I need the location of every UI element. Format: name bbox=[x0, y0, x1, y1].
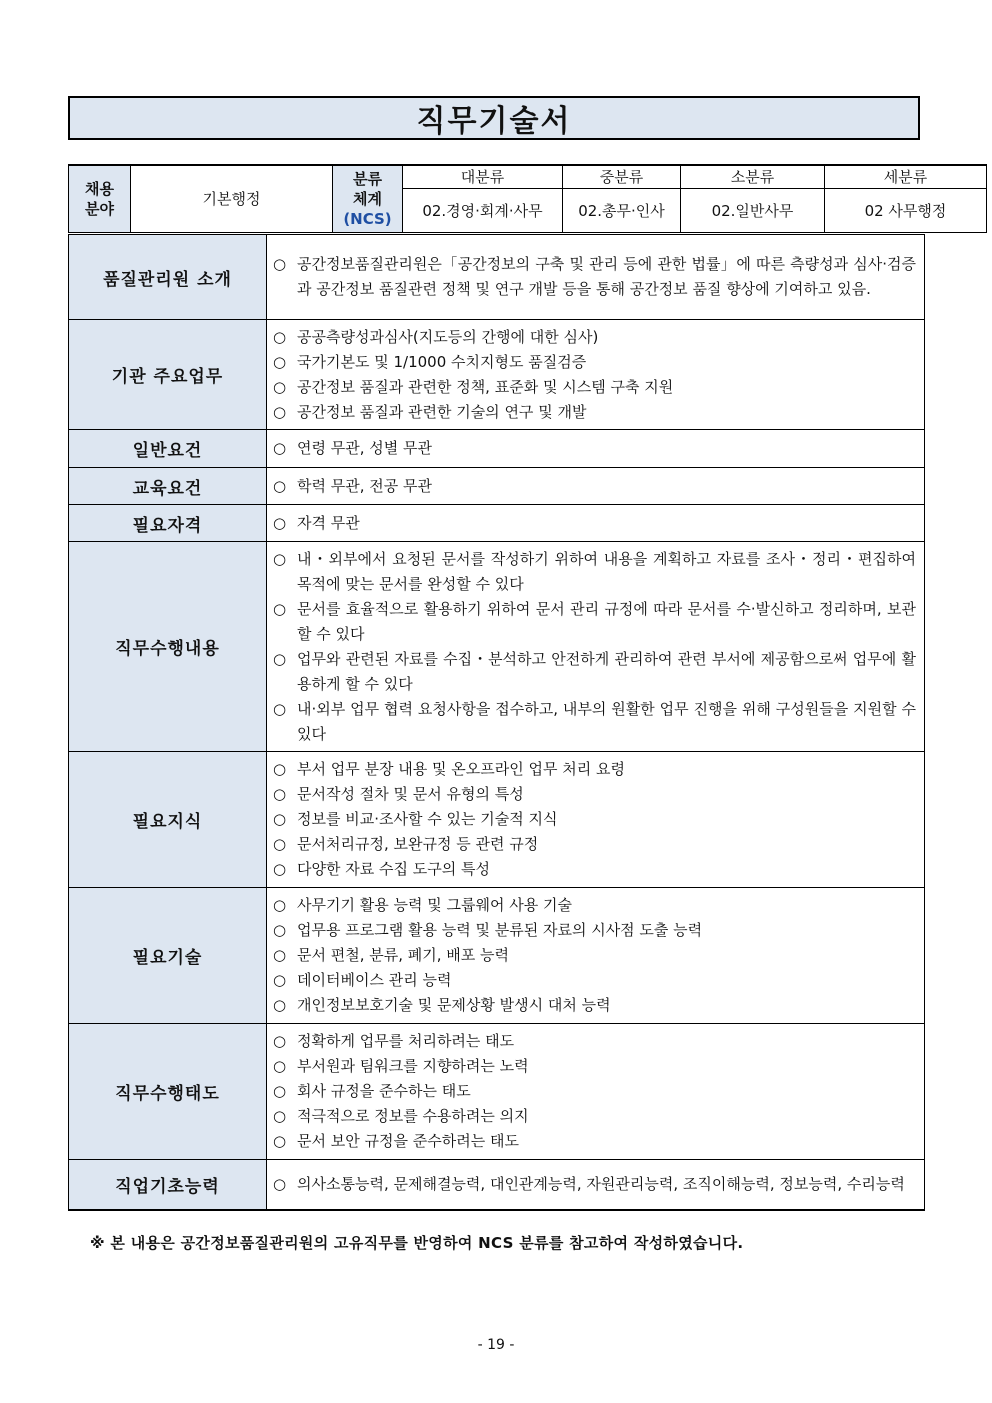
table-row bbox=[69, 320, 925, 430]
field-label-line-2: 분야 bbox=[85, 199, 114, 218]
classification-label-cell bbox=[333, 165, 403, 232]
row-label: 교육요건 bbox=[69, 468, 267, 505]
list-item-text: 내·외부 업무 협력 요청사항을 접수하고, 내부의 원활한 업무 진행을 위해 구성원들을 지원할 수 있다 bbox=[297, 699, 916, 743]
circle-bullet-icon: ○ bbox=[273, 810, 287, 828]
row-content bbox=[267, 888, 925, 1024]
list-item bbox=[273, 1129, 916, 1154]
row-content bbox=[267, 752, 925, 888]
row-content bbox=[267, 234, 925, 320]
row-label: 품질관리원 소개 bbox=[69, 234, 267, 320]
column-header-minor: 소분류 bbox=[681, 165, 825, 188]
list-item-text: 문서 편철, 분류, 폐기, 배포 능력 bbox=[297, 946, 510, 964]
circle-bullet-icon: ○ bbox=[273, 649, 287, 668]
list-item-text: 문서작성 절차 및 문서 유형의 특성 bbox=[297, 785, 524, 803]
table-row bbox=[69, 430, 925, 468]
document-title: 직무기술서 bbox=[68, 96, 920, 140]
classification-table bbox=[68, 164, 987, 233]
circle-bullet-icon: ○ bbox=[273, 896, 287, 914]
list-item bbox=[273, 647, 916, 697]
circle-bullet-icon: ○ bbox=[273, 476, 287, 495]
list-item bbox=[273, 350, 916, 375]
list-item-text: 공공측량성과심사(지도등의 간행에 대한 심사) bbox=[297, 327, 599, 346]
circle-bullet-icon: ○ bbox=[273, 1057, 287, 1075]
list-item-text: 내・외부에서 요청된 문서를 작성하기 위하여 내용을 계획하고 자료를 조사・정리・편집하여 목적에 맞는 문서를 완성할 수 있다 bbox=[297, 549, 916, 593]
circle-bullet-icon: ○ bbox=[273, 1082, 287, 1100]
list-item-text: 다양한 자료 수집 도구의 특성 bbox=[297, 860, 490, 878]
circle-bullet-icon: ○ bbox=[273, 599, 287, 618]
list-item bbox=[273, 968, 916, 993]
list-item-text: 공간정보품질관리원은「공간정보의 구축 및 관리 등에 관한 법률」에 따른 측량성과 심사·검증과 공간정보 품질관련 정책 및 연구 개발 등을 통해 공간정보 품질 향상에 기여하고 있음. bbox=[297, 255, 916, 298]
circle-bullet-icon: ○ bbox=[273, 352, 287, 371]
row-content bbox=[267, 320, 925, 430]
list-item bbox=[273, 1172, 916, 1197]
ncs-label: (NCS) bbox=[343, 209, 392, 228]
row-label: 직무수행내용 bbox=[69, 542, 267, 752]
list-item bbox=[273, 918, 916, 943]
classification-label-line-2: 체계 bbox=[353, 189, 382, 208]
row-content bbox=[267, 1024, 925, 1160]
list-item bbox=[273, 325, 916, 350]
list-item-text: 적극적으로 정보를 수용하려는 의지 bbox=[297, 1107, 529, 1125]
list-item-text: 문서처리규정, 보완규정 등 관련 규정 bbox=[297, 835, 539, 853]
circle-bullet-icon: ○ bbox=[273, 971, 287, 989]
circle-bullet-icon: ○ bbox=[273, 439, 287, 457]
table-row bbox=[69, 505, 925, 542]
row-content bbox=[267, 505, 925, 542]
classification-label-line-1: 분류 bbox=[353, 169, 382, 188]
list-item bbox=[273, 993, 916, 1018]
list-item-text: 공간정보 품질과 관련한 정책, 표준화 및 시스템 구축 지원 bbox=[297, 377, 674, 396]
list-item-text: 데이터베이스 관리 능력 bbox=[297, 971, 452, 989]
list-item-text: 정확하게 업무를 처리하려는 태도 bbox=[297, 1032, 515, 1050]
table-row bbox=[69, 542, 925, 752]
circle-bullet-icon: ○ bbox=[273, 1174, 287, 1193]
row-label: 필요자격 bbox=[69, 505, 267, 542]
row-label: 필요지식 bbox=[69, 752, 267, 888]
circle-bullet-icon: ○ bbox=[273, 860, 287, 878]
list-item bbox=[273, 400, 916, 425]
list-item-text: 회사 규정을 준수하는 태도 bbox=[297, 1082, 471, 1100]
circle-bullet-icon: ○ bbox=[273, 785, 287, 803]
list-item bbox=[273, 1104, 916, 1129]
circle-bullet-icon: ○ bbox=[273, 549, 287, 568]
list-item bbox=[273, 511, 916, 536]
field-value: 기본행정 bbox=[131, 165, 333, 232]
list-item bbox=[273, 782, 916, 807]
list-item-text: 학력 무관, 전공 무관 bbox=[297, 476, 432, 495]
list-item bbox=[273, 252, 916, 302]
value-major: 02.경영·회계·사무 bbox=[403, 188, 563, 232]
column-header-detail: 세분류 bbox=[825, 165, 987, 188]
circle-bullet-icon: ○ bbox=[273, 255, 287, 273]
list-item bbox=[273, 943, 916, 968]
row-label: 직업기초능력 bbox=[69, 1160, 267, 1210]
circle-bullet-icon: ○ bbox=[273, 377, 287, 396]
list-item bbox=[273, 1029, 916, 1054]
row-label: 일반요건 bbox=[69, 430, 267, 468]
circle-bullet-icon: ○ bbox=[273, 1107, 287, 1125]
circle-bullet-icon: ○ bbox=[273, 946, 287, 964]
table-row bbox=[69, 752, 925, 888]
list-item-text: 연령 무관, 성별 무관 bbox=[297, 439, 432, 457]
list-item bbox=[273, 375, 916, 400]
row-label: 직무수행태도 bbox=[69, 1024, 267, 1160]
circle-bullet-icon: ○ bbox=[273, 402, 287, 421]
field-label-line-1: 채용 bbox=[85, 179, 114, 198]
column-header-middle: 중분류 bbox=[563, 165, 681, 188]
list-item-text: 공간정보 품질과 관련한 기술의 연구 및 개발 bbox=[297, 402, 587, 421]
row-label: 필요기술 bbox=[69, 888, 267, 1024]
circle-bullet-icon: ○ bbox=[273, 921, 287, 939]
value-middle: 02.총무·인사 bbox=[563, 188, 681, 232]
value-minor: 02.일반사무 bbox=[681, 188, 825, 232]
circle-bullet-icon: ○ bbox=[273, 835, 287, 853]
circle-bullet-icon: ○ bbox=[273, 760, 287, 778]
list-item-text: 의사소통능력, 문제해결능력, 대인관계능력, 자원관리능력, 조직이해능력, 정보능력, 수리능력 bbox=[297, 1174, 905, 1193]
list-item bbox=[273, 1079, 916, 1104]
row-content bbox=[267, 468, 925, 505]
circle-bullet-icon: ○ bbox=[273, 996, 287, 1014]
list-item bbox=[273, 832, 916, 857]
row-content bbox=[267, 542, 925, 752]
list-item-text: 자격 무관 bbox=[297, 513, 360, 532]
table-row bbox=[69, 468, 925, 505]
table-row bbox=[69, 1160, 925, 1210]
list-item bbox=[273, 474, 916, 499]
list-item-text: 개인정보보호기술 및 문제상황 발생시 대처 능력 bbox=[297, 996, 611, 1014]
list-item bbox=[273, 857, 916, 882]
footnote: ※ 본 내용은 공간정보품질관리원의 고유직무를 반영하여 NCS 분류를 참고하여 작성하였습니다. bbox=[90, 1234, 744, 1252]
list-item-text: 부서 업무 분장 내용 및 온오프라인 업무 처리 요령 bbox=[297, 760, 625, 778]
list-item-text: 정보를 비교·조사할 수 있는 기술적 지식 bbox=[297, 810, 558, 828]
row-label: 기관 주요업무 bbox=[69, 320, 267, 430]
row-content bbox=[267, 430, 925, 468]
list-item bbox=[273, 757, 916, 782]
circle-bullet-icon: ○ bbox=[273, 1132, 287, 1150]
list-item-text: 업무용 프로그램 활용 능력 및 분류된 자료의 시사점 도출 능력 bbox=[297, 921, 703, 939]
field-label-cell bbox=[69, 165, 131, 232]
job-description-table bbox=[68, 232, 925, 1211]
list-item-text: 문서 보안 규정을 준수하려는 태도 bbox=[297, 1132, 519, 1150]
column-header-major: 대분류 bbox=[403, 165, 563, 188]
list-item-text: 사무기기 활용 능력 및 그룹웨어 사용 기술 bbox=[297, 896, 572, 914]
list-item bbox=[273, 597, 916, 647]
list-item bbox=[273, 1054, 916, 1079]
page-number: - 19 - bbox=[477, 1337, 515, 1353]
list-item bbox=[273, 547, 916, 597]
table-row bbox=[69, 234, 925, 320]
circle-bullet-icon: ○ bbox=[273, 1032, 287, 1050]
list-item bbox=[273, 697, 916, 747]
list-item-text: 문서를 효율적으로 활용하기 위하여 문서 관리 규정에 따라 문서를 수·발신하고 정리하며, 보관할 수 있다 bbox=[297, 599, 916, 643]
list-item bbox=[273, 807, 916, 832]
list-item-text: 부서원과 팀워크를 지향하려는 노력 bbox=[297, 1057, 529, 1075]
table-row bbox=[69, 888, 925, 1024]
circle-bullet-icon: ○ bbox=[273, 327, 287, 346]
list-item bbox=[273, 893, 916, 918]
row-content bbox=[267, 1160, 925, 1210]
value-detail: 02 사무행정 bbox=[825, 188, 987, 232]
list-item-text: 국가기본도 및 1/1000 수치지형도 품질검증 bbox=[297, 352, 587, 371]
table-row bbox=[69, 1024, 925, 1160]
circle-bullet-icon: ○ bbox=[273, 699, 287, 718]
list-item-text: 업무와 관련된 자료를 수집・분석하고 안전하게 관리하여 관련 부서에 제공함으로써 업무에 활용하게 할 수 있다 bbox=[297, 649, 916, 693]
circle-bullet-icon: ○ bbox=[273, 513, 287, 532]
list-item bbox=[273, 436, 916, 461]
